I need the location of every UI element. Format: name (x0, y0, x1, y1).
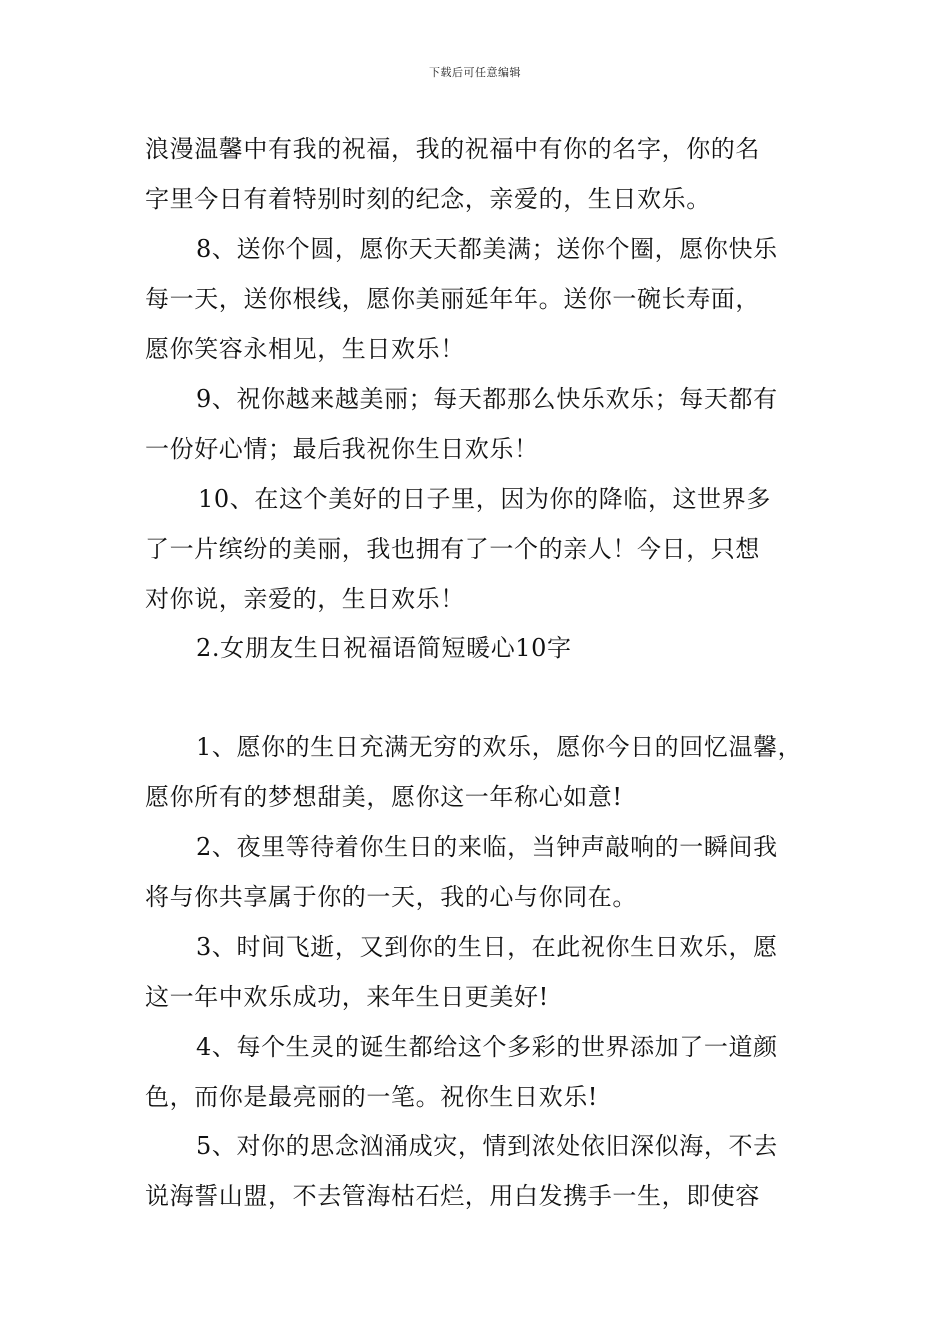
text-line: 2、夜里等待着你生日的来临，当钟声敲响的一瞬间我 (196, 833, 778, 861)
text-line: 字里今日有着特别时刻的纪念，亲爱的，生日欢乐。 (145, 185, 711, 213)
text-line: 5、对你的思念汹涌成灾，情到浓处依旧深似海，不去 (196, 1132, 778, 1160)
text-line: 这一年中欢乐成功，来年生日更美好! (145, 983, 549, 1011)
text-line: 了一片缤纷的美丽，我也拥有了一个的亲人！今日，只想 (145, 535, 760, 563)
text-line: 将与你共享属于你的一天，我的心与你同在。 (145, 883, 637, 911)
text-line: 1、愿你的生日充满无穷的欢乐，愿你今日的回忆温馨， (196, 733, 803, 761)
text-line: 对你说，亲爱的，生日欢乐！ (145, 585, 465, 613)
page-header: 下载后可任意编辑 (429, 66, 521, 79)
text-line: 色，而你是最亮丽的一笔。祝你生日欢乐! (145, 1083, 599, 1111)
text-line: 9、祝你越来越美丽；每天都那么快乐欢乐；每天都有 (196, 385, 778, 413)
text-line: 浪漫温馨中有我的祝福，我的祝福中有你的名字，你的名 (145, 135, 760, 163)
text-line: 3、时间飞逝，又到你的生日，在此祝你生日欢乐，愿 (196, 933, 778, 961)
text-line: 4、每个生灵的诞生都给这个多彩的世界添加了一道颜 (196, 1033, 778, 1061)
text-line: 说海誓山盟，不去管海枯石烂，用白发携手一生，即使容 (145, 1182, 760, 1210)
text-line: 每一天，送你根线，愿你美丽延年年。送你一碗长寿面， (145, 285, 760, 313)
text-line: 10、在这个美好的日子里，因为你的降临，这世界多 (198, 485, 771, 513)
section-heading: 2.女朋友生日祝福语简短暖心10字 (196, 634, 572, 662)
text-line: 愿你笑容永相见，生日欢乐！ (145, 335, 465, 363)
text-line: 愿你所有的梦想甜美，愿你这一年称心如意! (145, 783, 623, 811)
text-line: 8、送你个圆，愿你天天都美满；送你个圈，愿你快乐 (196, 235, 778, 263)
text-line: 一份好心情；最后我祝你生日欢乐！ (145, 435, 539, 463)
